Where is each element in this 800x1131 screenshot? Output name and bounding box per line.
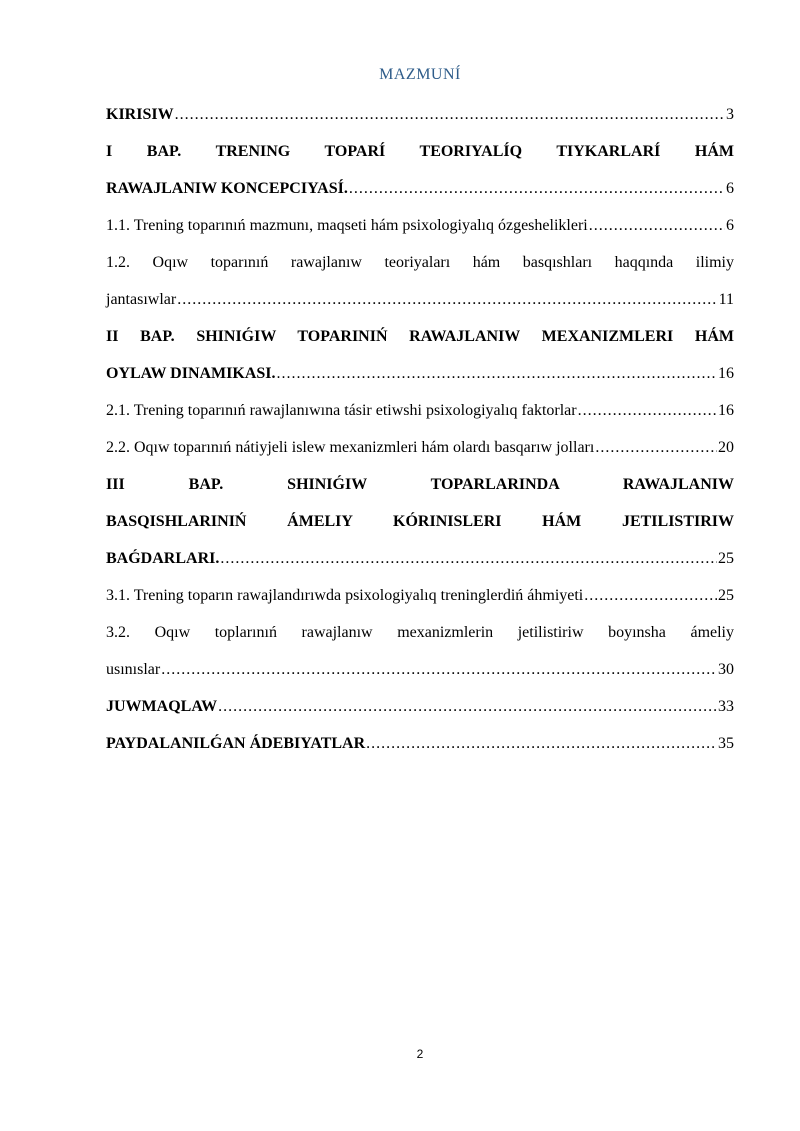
toc-entry-last-line (106, 429, 734, 466)
toc-entry[interactable] (106, 96, 734, 133)
toc-entry[interactable] (106, 429, 734, 466)
dot-leader (220, 540, 717, 577)
toc-entry-line: 1.2. Oqıw toparınıń rawajlanıw teoriyaları hám basqıshları haqqında ilimiy (106, 254, 734, 271)
toc-entry-label: PAYDALANILǴAN ÁDEBIYATLAR (106, 735, 366, 752)
dot-leader (589, 207, 725, 244)
dot-leader (584, 577, 717, 614)
toc-entry-last-line (106, 651, 734, 688)
toc-page-number: 16 (718, 402, 734, 419)
toc-entry-last-line (106, 540, 734, 577)
toc-entry-label: 2.2. Oqıw toparınıń nátiyjeli islew mexanizmleri hám olardı basqarıw jolları (106, 439, 595, 456)
toc-entry-label: usınıslar (106, 661, 161, 678)
toc-entry-label: KIRISIW (106, 106, 174, 123)
toc-entry[interactable] (106, 133, 734, 207)
dot-leader (366, 725, 717, 762)
dot-leader (277, 355, 717, 392)
toc-entry[interactable] (106, 688, 734, 725)
toc-entry[interactable] (106, 244, 734, 318)
toc-entry-line: II BAP. SHINIǴIW TOPARINIŃ RAWAJLANIW MEXANIZMLERI HÁM (106, 328, 734, 345)
toc-page-number: 11 (718, 291, 734, 308)
toc-entry-last-line (106, 392, 734, 429)
toc-entry-last-line (106, 96, 734, 133)
toc-entry-last-line (106, 207, 734, 244)
toc-entry-label: 1.1. Trening toparınıń mazmunı, maqseti hám psixologiyalıq ózgeshelikleri (106, 217, 588, 234)
dot-leader (175, 96, 725, 133)
toc-page-number: 30 (718, 661, 734, 678)
toc-entry-label: jantasıwlar (106, 291, 177, 308)
dot-leader (349, 170, 725, 207)
toc-entry[interactable] (106, 318, 734, 392)
toc-entry-label: BAǴDARLARI. (106, 550, 220, 567)
toc-entry-label: RAWAJLANIW KONCEPCIYASÍ. (106, 180, 348, 197)
toc-entry[interactable] (106, 392, 734, 429)
table-of-contents (106, 96, 734, 762)
toc-page-number: 20 (718, 439, 734, 456)
toc-page-number: 25 (718, 550, 734, 567)
toc-entry-line: BASQISHLARINIŃ ÁMELIY KÓRINISLERI HÁM JETILISTIRIW (106, 513, 734, 530)
toc-entry-last-line (106, 281, 734, 318)
toc-page-number: 6 (726, 180, 734, 197)
dot-leader (595, 429, 717, 466)
toc-entry-line: 3.2. Oqıw toplarınıń rawajlanıw mexanizmlerin jetilistiriw boyınsha ámeliy (106, 624, 734, 641)
page-number: 2 (416, 1047, 424, 1061)
toc-page-number: 3 (726, 106, 734, 123)
toc-entry-last-line (106, 355, 734, 392)
dot-leader (161, 651, 717, 688)
toc-page-number: 35 (718, 735, 734, 752)
page-title: MAZMUNÍ (379, 66, 461, 83)
dot-leader (218, 688, 717, 725)
toc-entry[interactable] (106, 614, 734, 688)
toc-entry-line: I BAP. TRENING TOPARÍ TEORIYALÍQ TIYKARLARÍ HÁM (106, 143, 734, 160)
toc-entry-label: 3.1. Trening toparın rawajlandırıwda psixologiyalıq treninglerdiń áhmiyeti (106, 587, 584, 604)
toc-entry-line: III BAP. SHINIǴIW TOPARLARINDA RAWAJLANIW (106, 476, 734, 493)
toc-entry[interactable] (106, 725, 734, 762)
toc-entry-last-line (106, 688, 734, 725)
toc-page-number: 6 (726, 217, 734, 234)
dot-leader (578, 392, 717, 429)
toc-entry[interactable] (106, 577, 734, 614)
toc-entry-last-line (106, 577, 734, 614)
toc-entry-label: 2.1. Trening toparınıń rawajlanıwına tásir etiwshi psixologiyalıq faktorlar (106, 402, 577, 419)
toc-entry-last-line (106, 725, 734, 762)
toc-page-number: 33 (718, 698, 734, 715)
toc-page-number: 16 (718, 365, 734, 382)
toc-entry-label: OYLAW DINAMIKASI. (106, 365, 276, 382)
toc-entry-label: JUWMAQLAW (106, 698, 218, 715)
toc-entry[interactable] (106, 466, 734, 577)
toc-entry-last-line (106, 170, 734, 207)
dot-leader (177, 281, 717, 318)
toc-page-number: 25 (718, 587, 734, 604)
toc-entry[interactable] (106, 207, 734, 244)
